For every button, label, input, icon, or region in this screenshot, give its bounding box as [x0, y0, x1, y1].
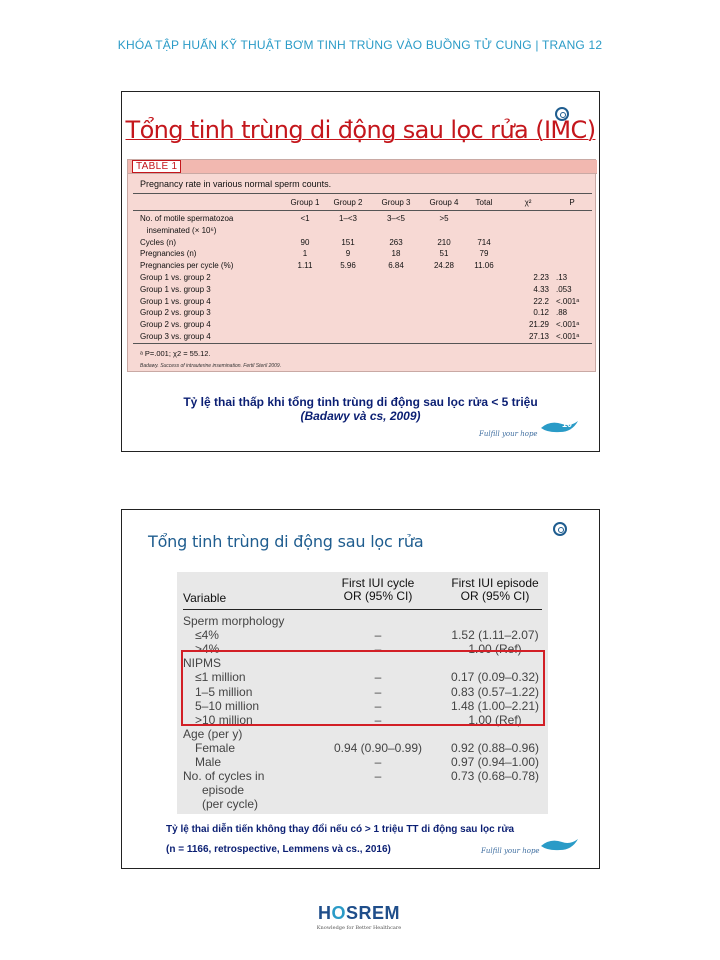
table-row: [128, 261, 597, 272]
table-row: [177, 614, 548, 628]
table-caption: Pregnancy rate in various normal sperm counts.: [140, 179, 332, 189]
table-cell: 51: [439, 249, 449, 259]
row-label: Female: [195, 740, 236, 755]
table-cell: 4.33: [533, 284, 549, 294]
table-cell: 210: [437, 237, 451, 247]
slide1-caption-citation: (Badawy và cs, 2009): [300, 409, 421, 423]
table-source: Badawy. Success of intrauterine insemination. Fertil Steril 2009.: [140, 363, 282, 369]
row-label: 1–5 million: [195, 684, 253, 699]
table-cell: 21.29: [528, 320, 549, 330]
row-label: ≤1 million: [195, 670, 246, 685]
hosrem-wave-icon: [540, 418, 580, 434]
table-row: [128, 249, 597, 260]
row-label: >10 million: [195, 712, 253, 727]
row-label: Sperm morphology: [183, 614, 285, 628]
table-rule-bottom: [133, 343, 592, 344]
table-row: [128, 214, 597, 225]
table-cell: <1: [300, 214, 310, 223]
table-cell: 0.92 (0.88–0.96): [450, 740, 540, 755]
col-header: Group 1: [290, 198, 320, 207]
table-cell: –: [374, 769, 382, 784]
row-label: (per cycle): [202, 797, 259, 812]
col-header: Group 4: [429, 198, 459, 207]
table-cell: 0.12: [533, 308, 549, 318]
brand-letter: H: [317, 903, 332, 923]
col-header: χ²: [524, 198, 532, 207]
col-header-cycle: [313, 577, 443, 603]
row-label: episode: [202, 783, 245, 798]
table-cell: –: [374, 628, 382, 643]
brand-letter: SREM: [346, 903, 401, 923]
col-header-episode-line2: OR (95% CI): [460, 589, 530, 603]
table-cell: 27.13: [528, 332, 549, 341]
col-header-episode-line1: First IUI episode: [451, 576, 539, 590]
hosrem-badge-icon: [553, 522, 567, 536]
row-label: Age (per y): [183, 726, 243, 741]
table-row: [128, 297, 597, 308]
row-label: 5–10 million: [195, 698, 260, 713]
table-cell: 1.00 (Ref): [468, 712, 522, 727]
table-cell: 1–<3: [338, 214, 358, 223]
table-cell: 2.23: [533, 273, 549, 282]
col-header: Group 3: [381, 198, 411, 207]
table-cell: 0.83 (0.57–1.22): [450, 684, 540, 699]
col-header-cycle-line2: OR (95% CI): [343, 589, 413, 603]
row-label: Group 3 vs. group 4: [140, 332, 211, 341]
table-rule-header: [183, 609, 542, 610]
table-row: [128, 285, 597, 296]
table-footnote: ᵃ P=.001; χ2 = 55.12.: [140, 349, 211, 358]
table-cell: 1.52 (1.11–2.07): [451, 628, 539, 643]
table-cell: 0.17 (0.09–0.32): [450, 670, 540, 685]
row-label: Group 1 vs. group 3: [140, 284, 211, 294]
fulfill-tagline: Fulfill your hope: [481, 847, 540, 855]
table-row: [177, 797, 548, 811]
row-label: inseminated (× 10⁶): [140, 225, 217, 235]
row-label: No. of motile spermatozoa: [140, 214, 234, 223]
table-cell: .13: [556, 273, 568, 282]
table-cell: 714: [477, 237, 491, 247]
col-header: P: [569, 198, 575, 207]
table-cell: –: [374, 712, 382, 727]
row-label: ≤4%: [195, 628, 219, 643]
page-header: KHÓA TẬP HUẤN KỸ THUẬT BƠM TINH TRÙNG VÀO BUỒNG TỬ CUNG | TRANG 12: [117, 38, 603, 52]
table-row: [128, 226, 597, 237]
table-rule-top: [133, 193, 592, 194]
table-row: [128, 320, 597, 331]
table-cell: >5: [439, 214, 449, 223]
table-row: [177, 755, 548, 769]
table-cell: .053: [556, 284, 572, 294]
hosrem-tagline: Knowledge for Better Healthcare: [316, 925, 402, 931]
row-label: Group 2 vs. group 4: [140, 320, 211, 330]
table-row: [177, 741, 548, 755]
table-cell: <.001ᵃ: [556, 296, 580, 306]
row-label: No. of cycles in: [183, 769, 265, 784]
table-cell: 11.06: [474, 261, 494, 271]
table-row: [177, 783, 548, 797]
table-cell: <.001ᵃ: [556, 320, 580, 330]
slide-page-number: 10: [562, 419, 573, 429]
slide-nipms-table: [121, 509, 600, 869]
table-cell: 79: [479, 249, 489, 259]
slide2-caption-line1: Tỷ lệ thai diễn tiến không thay đổi nếu có > 1 triệu TT di động sau lọc rửa: [166, 824, 515, 835]
col-header-variable: Variable: [183, 591, 227, 605]
table-cell: <.001ᵃ: [556, 332, 580, 341]
table-cell: –: [374, 755, 382, 769]
table-cell: –: [374, 684, 382, 699]
table-cell: –: [374, 670, 382, 685]
table-cell: –: [374, 642, 382, 657]
slide-imc-table: [121, 91, 600, 452]
row-label: Pregnancies per cycle (%): [140, 261, 234, 271]
table-row: [177, 628, 548, 642]
slide1-title: Tổng tinh trùng di động sau lọc rửa (IMC): [125, 116, 596, 144]
table-cell: 1.00 (Ref): [468, 642, 522, 657]
row-label: Group 1 vs. group 2: [140, 273, 211, 282]
table-row: [128, 332, 597, 343]
row-label: NIPMS: [183, 656, 222, 671]
table-cell: .88: [556, 308, 568, 318]
table-cell: 1.11: [297, 261, 313, 271]
hosrem-badge-icon: [555, 107, 569, 121]
table-cell: 90: [300, 237, 310, 247]
nipms-highlight-box: [181, 650, 545, 726]
table-cell: –: [374, 698, 382, 713]
pregnancy-rate-table: [127, 159, 596, 372]
col-header: Group 2: [333, 198, 363, 207]
row-label: Group 2 vs. group 3: [140, 308, 211, 318]
table-tab-bar: [128, 160, 597, 174]
table-row: [128, 238, 597, 249]
table-cell: 263: [389, 237, 403, 247]
col-header-cycle-line1: First IUI cycle: [341, 576, 415, 590]
table-cell: 1.48 (1.00–2.21): [450, 698, 540, 713]
col-header-episode: [445, 577, 545, 603]
fulfill-tagline: Fulfill your hope: [479, 430, 538, 438]
hosrem-logo: [313, 903, 405, 931]
slide2-title: Tổng tinh trùng di động sau lọc rửa: [148, 532, 424, 551]
row-label: Group 1 vs. group 4: [140, 296, 211, 306]
table-cell: 151: [341, 237, 355, 247]
table-cell: 9: [345, 249, 351, 259]
hosrem-brand: [313, 903, 405, 924]
table-rule-header: [133, 210, 592, 211]
table-tab-label: TABLE 1: [132, 160, 181, 173]
table-cell: 18: [391, 249, 401, 259]
table-cell: 22.2: [533, 296, 549, 306]
table-row: [177, 769, 548, 783]
row-label: >4%: [195, 642, 220, 657]
row-label: Male: [195, 755, 222, 769]
brand-letter: O: [331, 903, 346, 923]
hosrem-wave-icon: [540, 836, 580, 852]
table-cell: 5.96: [340, 261, 356, 271]
table-cell: 6.84: [388, 261, 404, 271]
table-row: [128, 308, 597, 319]
table-cell: 0.94 (0.90–0.99): [333, 740, 423, 755]
table-cell: 0.73 (0.68–0.78): [450, 769, 540, 784]
table-cell: 1: [302, 249, 308, 259]
slide1-caption-line1: Tỷ lệ thai thấp khi tổng tinh trùng di động sau lọc rửa < 5 triệu: [183, 395, 538, 409]
table-cell: 3–<5: [386, 214, 406, 223]
slide1-caption: [122, 395, 599, 423]
table-cell: 0.97 (0.94–1.00): [450, 755, 540, 769]
table-cell: 24.28: [433, 261, 455, 271]
row-label: Cycles (n): [140, 237, 177, 247]
table-row: [128, 273, 597, 284]
col-header: Total: [475, 198, 493, 207]
table-row: [177, 727, 548, 741]
row-label: Pregnancies (n): [140, 249, 197, 259]
slide2-caption-line2: (n = 1166, retrospective, Lemmens và cs., 2016): [166, 844, 391, 855]
